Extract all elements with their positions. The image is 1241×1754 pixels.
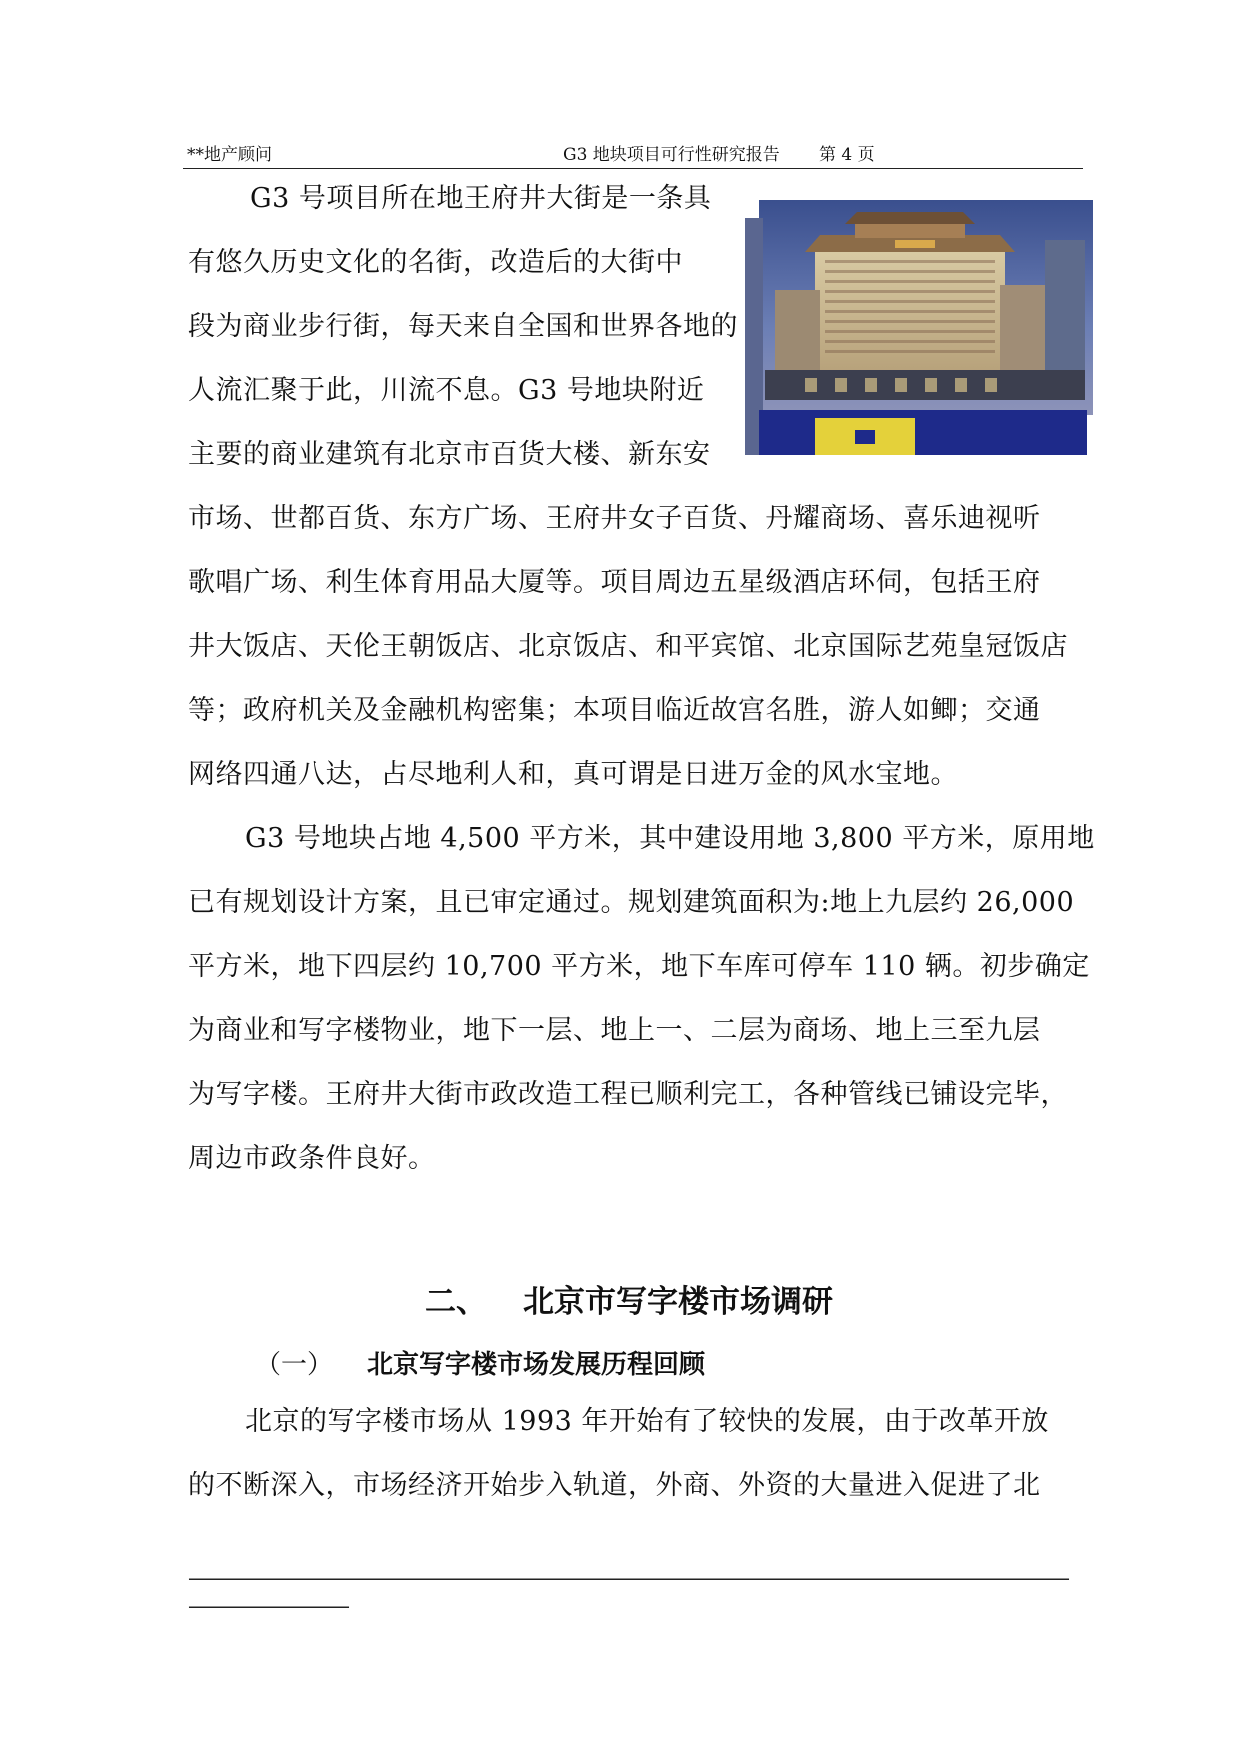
paragraph-line: 北京的写字楼市场从 1993 年开始有了较快的发展，由于改革开放 bbox=[245, 1406, 1049, 1437]
subsection-title: 北京写字楼市场发展历程回顾 bbox=[367, 1350, 706, 1380]
paragraph-line: 的不断深入，市场经济开始步入轨道，外商、外资的大量进入促进了北 bbox=[188, 1470, 1041, 1501]
header-page-number: 第 4 页 bbox=[819, 145, 875, 165]
paragraph-line: 有悠久历史文化的名街，改造后的大街中 bbox=[188, 247, 683, 278]
hotel-building-image bbox=[745, 200, 1093, 455]
paragraph-line: G3 号地块占地 4,500 平方米，其中建设用地 3,800 平方米，原用地 bbox=[245, 823, 1095, 854]
header-report-title: G3 地块项目可行性研究报告 bbox=[563, 145, 780, 165]
paragraph-line: 周边市政条件良好。 bbox=[188, 1143, 436, 1174]
footer-rule: ———————— bbox=[188, 1594, 348, 1619]
paragraph-line: 为商业和写字楼物业，地下一层、地上一、二层为商场、地上三至九层 bbox=[188, 1015, 1041, 1046]
paragraph-line: 歌唱广场、利生体育用品大厦等。项目周边五星级酒店环伺，包括王府 bbox=[188, 567, 1041, 598]
paragraph-line: 为写字楼。王府井大街市政改造工程已顺利完工，各种管线已铺设完毕， bbox=[188, 1079, 1068, 1110]
section-heading bbox=[425, 1276, 833, 1321]
paragraph-line: 市场、世都百货、东方广场、王府井女子百货、丹耀商场、喜乐迪视听 bbox=[188, 503, 1041, 534]
paragraph-line: 等；政府机关及金融机构密集；本项目临近故宫名胜，游人如鲫；交通 bbox=[188, 695, 1041, 726]
paragraph-line: 段为商业步行街，每天来自全国和世界各地的 bbox=[188, 311, 738, 342]
hotel-photo bbox=[745, 200, 1093, 455]
subsection-heading bbox=[255, 1344, 705, 1381]
section-title: 北京市写字楼市场调研 bbox=[523, 1284, 833, 1320]
paragraph-line: 人流汇聚于此，川流不息。G3 号地块附近 bbox=[188, 375, 705, 406]
section-number: 二、 bbox=[425, 1284, 487, 1320]
paragraph-line: 平方米，地下四层约 10,700 平方米，地下车库可停车 110 辆。初步确定 bbox=[188, 951, 1090, 982]
paragraph-line: 已有规划设计方案，且已审定通过。规划建筑面积为:地上九层约 26,000 bbox=[188, 887, 1075, 918]
header-company: **地产顾问 bbox=[187, 145, 272, 165]
page-header bbox=[183, 140, 1083, 169]
paragraph-line: 井大饭店、天伦王朝饭店、北京饭店、和平宾馆、北京国际艺苑皇冠饭店 bbox=[188, 631, 1068, 662]
paragraph-line: 主要的商业建筑有北京市百货大楼、新东安 bbox=[188, 439, 711, 470]
paragraph-line: 网络四通八达，占尽地利人和，真可谓是日进万金的风水宝地。 bbox=[188, 759, 958, 790]
subsection-number: （一） bbox=[255, 1350, 334, 1380]
footer-rule: ———————————————————————————————————————————— bbox=[188, 1566, 1068, 1591]
paragraph-line: G3 号项目所在地王府井大街是一条具 bbox=[250, 183, 712, 214]
